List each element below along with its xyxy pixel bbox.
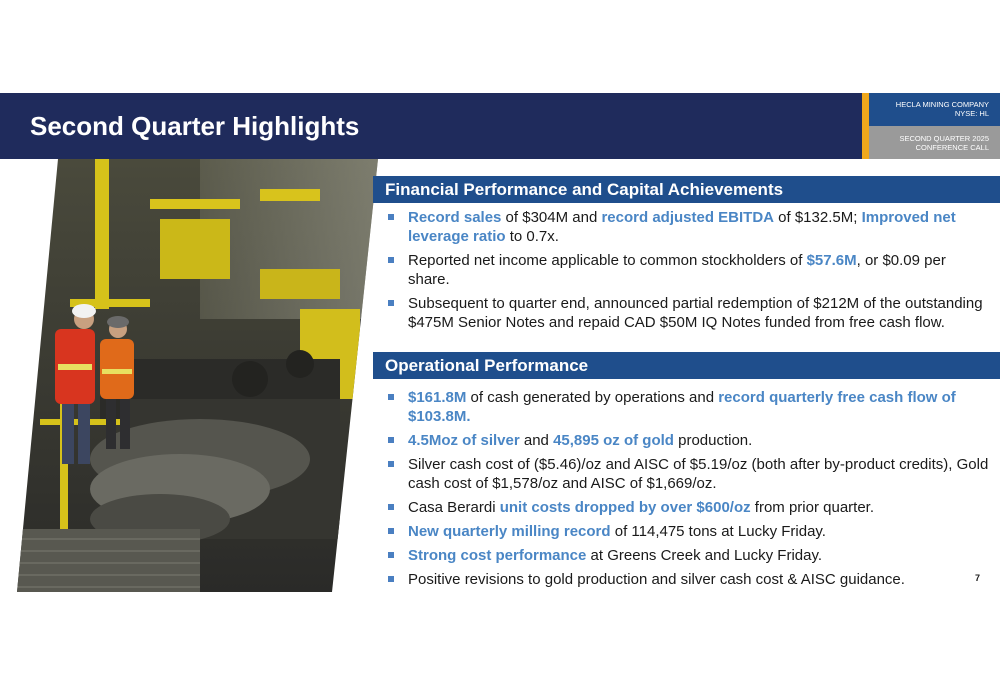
highlight-text: record adjusted EBITDA bbox=[601, 209, 774, 226]
section-title: Operational Performance bbox=[385, 356, 589, 375]
body-text: Positive revisions to gold production and silver cash cost & AISC guidance. bbox=[408, 571, 905, 588]
body-text: , or $0.09 per share. bbox=[408, 252, 946, 288]
bullet-item bbox=[388, 294, 990, 332]
highlight-text: Strong cost performance bbox=[408, 547, 587, 564]
highlight-text: Record sales bbox=[408, 209, 502, 226]
bullet-item bbox=[388, 388, 990, 426]
body-text: Casa Berardi bbox=[408, 499, 500, 516]
section-title: Financial Performance and Capital Achievements bbox=[385, 180, 784, 199]
page-title: Second Quarter Highlights bbox=[30, 111, 360, 141]
body-text: of 114,475 tons at Lucky Friday. bbox=[610, 523, 826, 540]
bullet-item bbox=[388, 498, 990, 517]
bullet-item bbox=[388, 522, 990, 541]
highlight-text: Improved net leverage ratio bbox=[408, 209, 956, 245]
bullet-item bbox=[388, 208, 990, 246]
title-bar bbox=[0, 93, 862, 159]
highlight-text: $161.8M bbox=[408, 389, 467, 406]
company-name: HECLA MINING COMPANY bbox=[895, 100, 989, 109]
highlight-text: record quarterly free cash flow of $103.8M. bbox=[408, 389, 956, 425]
body-text: from prior quarter. bbox=[750, 499, 875, 516]
highlight-text: 4.5Moz of silver bbox=[408, 432, 520, 449]
event-name: SECOND QUARTER 2025 bbox=[899, 134, 989, 143]
body-text: and bbox=[519, 432, 554, 449]
event-badge bbox=[869, 126, 1000, 159]
body-text: of cash generated by operations and bbox=[466, 389, 719, 406]
bullet-item bbox=[388, 570, 990, 589]
highlight-text: unit costs dropped by over $600/oz bbox=[499, 499, 751, 516]
body-text: Subsequent to quarter end, announced partial redemption of $212M of the outstanding $475M Senior Notes and repaid CAD $50M IQ Notes funded from free cash flow. bbox=[408, 295, 983, 331]
body-text: to 0.7x. bbox=[505, 228, 559, 245]
body-text: of $132.5M; bbox=[774, 209, 862, 226]
highlight-text: $57.6M bbox=[806, 252, 857, 269]
body-text: at Greens Creek and Lucky Friday. bbox=[586, 547, 823, 564]
page-number: 7 bbox=[975, 573, 981, 583]
bullet-item bbox=[388, 546, 990, 565]
company-badge bbox=[869, 93, 1000, 126]
section-header-financial bbox=[373, 176, 1000, 203]
event-type: CONFERENCE CALL bbox=[915, 143, 989, 152]
body-text: Silver cash cost of ($5.46)/oz and AISC of $5.19/oz (both after by-product credits), Gold cash cost of $1,578/oz and AISC of $1,669/oz. bbox=[408, 456, 989, 492]
highlight-text: 45,895 oz of gold bbox=[553, 432, 674, 449]
body-text: production. bbox=[673, 432, 753, 449]
gold-accent-stripe bbox=[862, 93, 869, 159]
highlight-text: New quarterly milling record bbox=[408, 523, 611, 540]
bullet-item bbox=[388, 251, 990, 289]
bullet-item bbox=[388, 455, 990, 493]
operational-bullet-list bbox=[388, 388, 990, 594]
body-text: of $304M and bbox=[501, 209, 602, 226]
body-text: Reported net income applicable to common stockholders of bbox=[408, 252, 807, 269]
section-header-operational bbox=[373, 352, 1000, 379]
ticker: NYSE: HL bbox=[954, 109, 989, 118]
bullet-item bbox=[388, 431, 990, 450]
financial-bullet-list bbox=[388, 208, 990, 337]
